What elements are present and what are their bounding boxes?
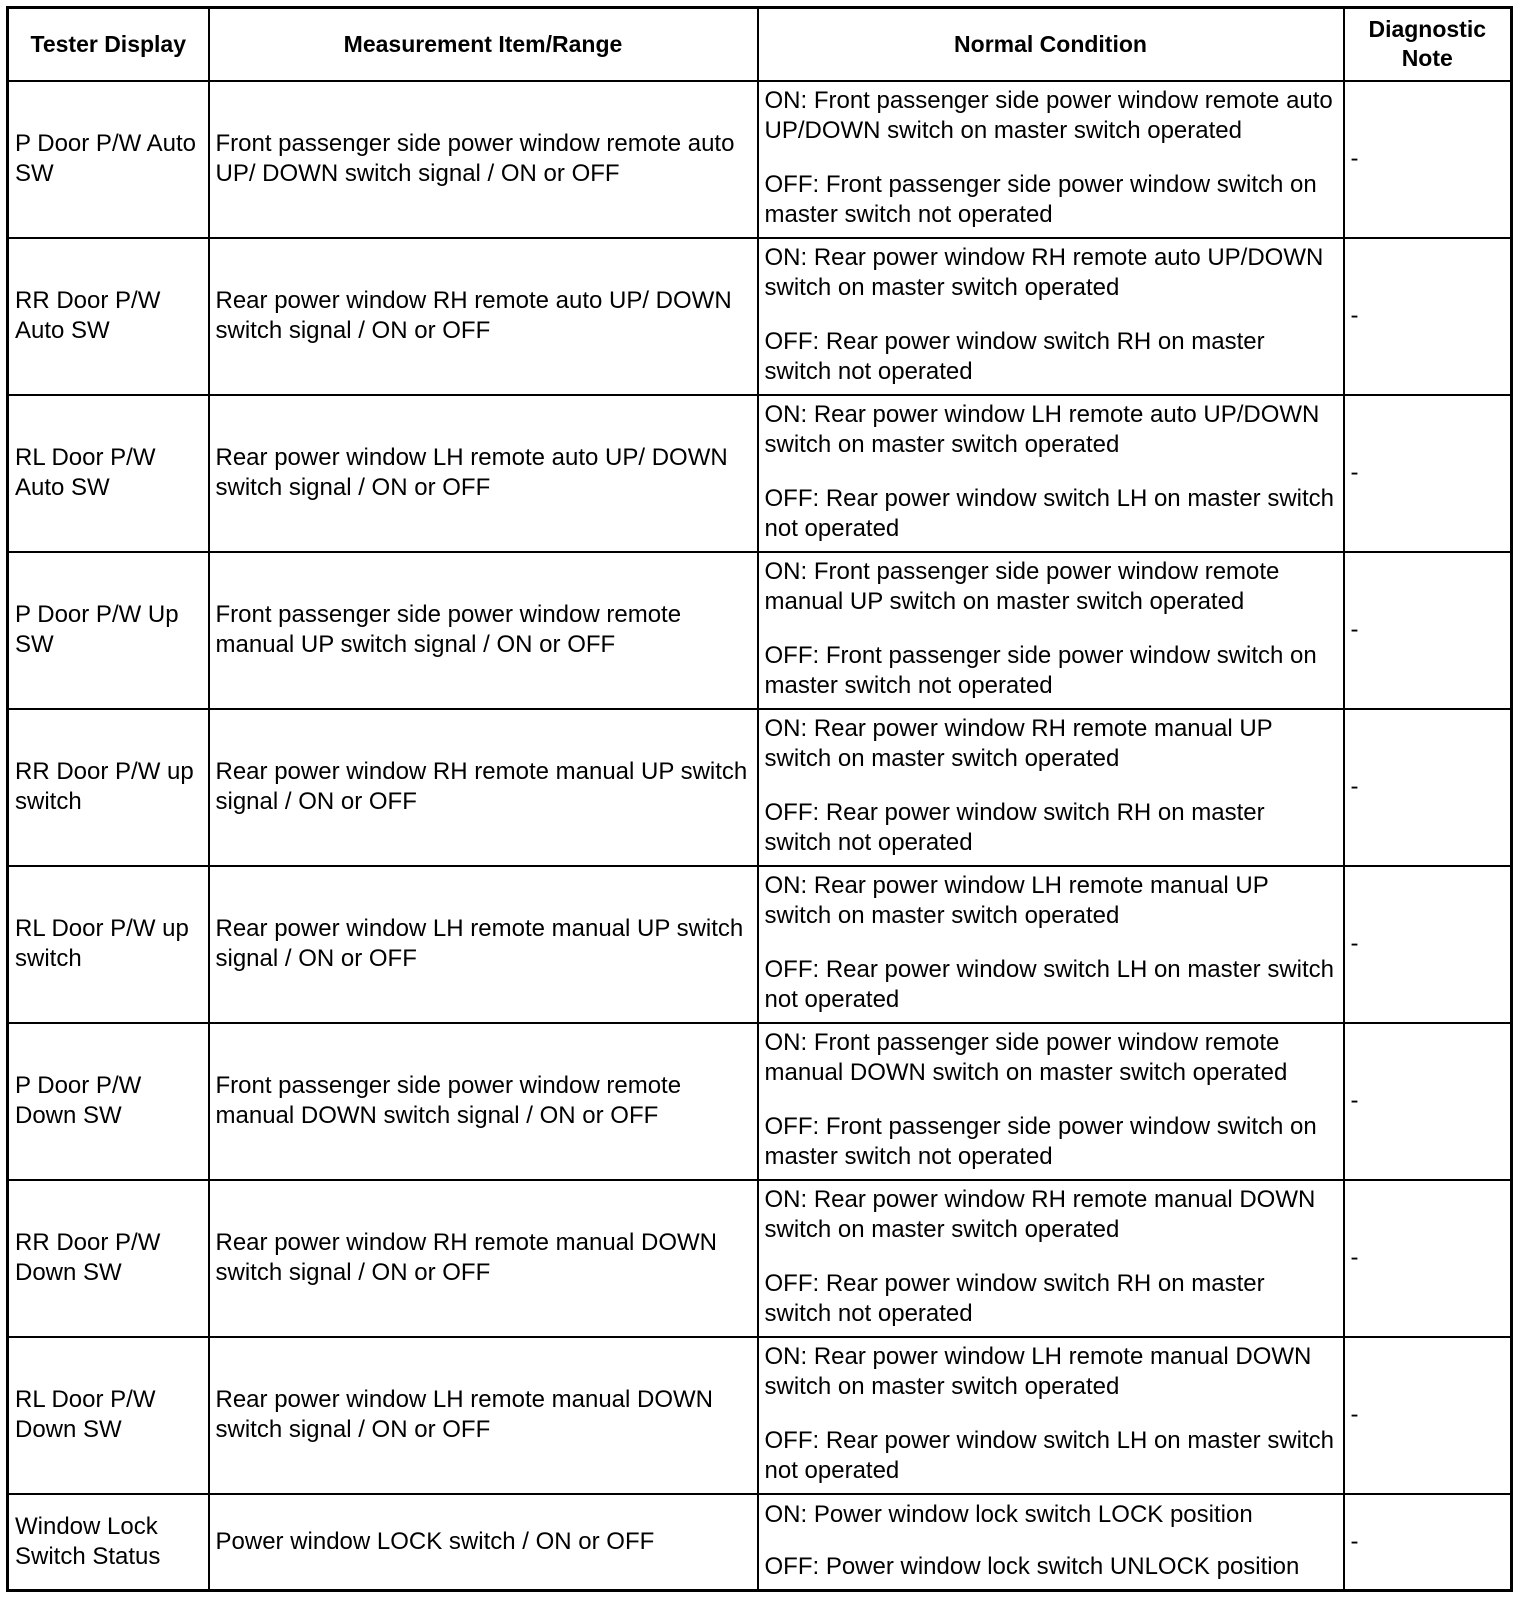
table-row	[8, 1180, 1512, 1337]
cell-normal-condition	[758, 552, 1344, 709]
cell-tester-display: RR Door P/W Down SW	[8, 1180, 209, 1337]
condition-on: ON: Front passenger side power window remote manual DOWN switch on master switch operated	[764, 1029, 1288, 1086]
cell-tester-display: RR Door P/W Auto SW	[8, 238, 209, 395]
table-header	[8, 8, 1512, 81]
cell-tester-display: P Door P/W Auto SW	[8, 81, 209, 238]
cell-measurement: Rear power window LH remote auto UP/ DOWN switch signal / ON or OFF	[209, 395, 758, 552]
condition-off: OFF: Rear power window switch LH on master switch not operated	[764, 485, 1335, 542]
condition-off: OFF: Front passenger side power window switch on master switch not operated	[764, 1113, 1317, 1170]
cell-measurement: Front passenger side power window remote manual UP switch signal / ON or OFF	[209, 552, 758, 709]
cell-normal-condition	[758, 238, 1344, 395]
cell-normal-condition	[758, 1180, 1344, 1337]
condition-on: ON: Rear power window RH remote auto UP/DOWN switch on master switch operated	[764, 244, 1324, 301]
condition-off: OFF: Rear power window switch LH on master switch not operated	[764, 956, 1335, 1013]
cell-measurement: Rear power window RH remote auto UP/ DOWN switch signal / ON or OFF	[209, 238, 758, 395]
condition-off: OFF: Rear power window switch LH on master switch not operated	[764, 1427, 1335, 1484]
condition-on: ON: Front passenger side power window remote auto UP/DOWN switch on master switch operated	[764, 87, 1333, 144]
cell-measurement: Rear power window RH remote manual DOWN switch signal / ON or OFF	[209, 1180, 758, 1337]
header-row	[8, 8, 1512, 81]
cell-diagnostic-note: -	[1344, 1494, 1512, 1591]
cell-measurement: Rear power window RH remote manual UP switch signal / ON or OFF	[209, 709, 758, 866]
cell-diagnostic-note: -	[1344, 866, 1512, 1023]
header-measurement: Measurement Item/Range	[209, 8, 758, 81]
condition-on: ON: Rear power window RH remote manual DOWN switch on master switch operated	[764, 1186, 1316, 1243]
header-tester-display: Tester Display	[8, 8, 209, 81]
cell-normal-condition	[758, 395, 1344, 552]
cell-diagnostic-note: -	[1344, 1023, 1512, 1180]
condition-off: OFF: Front passenger side power window switch on master switch not operated	[764, 171, 1317, 228]
cell-measurement: Front passenger side power window remote auto UP/ DOWN switch signal / ON or OFF	[209, 81, 758, 238]
table-row	[8, 395, 1512, 552]
cell-normal-condition	[758, 1337, 1344, 1494]
header-diagnostic-note: Diagnostic Note	[1344, 8, 1512, 81]
cell-tester-display: RL Door P/W Auto SW	[8, 395, 209, 552]
condition-on: ON: Rear power window LH remote manual DOWN switch on master switch operated	[764, 1343, 1312, 1400]
table-row	[8, 866, 1512, 1023]
cell-diagnostic-note: -	[1344, 238, 1512, 395]
cell-tester-display: P Door P/W Up SW	[8, 552, 209, 709]
condition-on: ON: Rear power window LH remote manual UP switch on master switch operated	[764, 872, 1269, 929]
condition-on: ON: Rear power window LH remote auto UP/DOWN switch on master switch operated	[764, 401, 1320, 458]
condition-off: OFF: Power window lock switch UNLOCK position	[764, 1552, 1300, 1580]
cell-diagnostic-note: -	[1344, 552, 1512, 709]
table-row	[8, 552, 1512, 709]
cell-normal-condition	[758, 709, 1344, 866]
table-row	[8, 238, 1512, 395]
data-table	[6, 6, 1513, 1592]
cell-measurement: Front passenger side power window remote manual DOWN switch signal / ON or OFF	[209, 1023, 758, 1180]
table-body	[8, 81, 1512, 1591]
data-table-container	[6, 6, 1510, 1594]
condition-off: OFF: Front passenger side power window switch on master switch not operated	[764, 642, 1317, 699]
cell-tester-display: RL Door P/W up switch	[8, 866, 209, 1023]
cell-measurement: Power window LOCK switch / ON or OFF	[209, 1494, 758, 1591]
condition-on: ON: Front passenger side power window remote manual UP switch on master switch operated	[764, 558, 1280, 615]
cell-normal-condition	[758, 1494, 1344, 1591]
condition-off: OFF: Rear power window switch RH on master switch not operated	[764, 1270, 1265, 1327]
cell-diagnostic-note: -	[1344, 1180, 1512, 1337]
cell-diagnostic-note: -	[1344, 709, 1512, 866]
header-normal-condition: Normal Condition	[758, 8, 1344, 81]
condition-on: ON: Power window lock switch LOCK position	[764, 1500, 1253, 1528]
table-row	[8, 81, 1512, 238]
cell-tester-display: RR Door P/W up switch	[8, 709, 209, 866]
cell-diagnostic-note: -	[1344, 1337, 1512, 1494]
table-row	[8, 1494, 1512, 1591]
cell-tester-display: Window Lock Switch Status	[8, 1494, 209, 1591]
cell-diagnostic-note: -	[1344, 395, 1512, 552]
cell-tester-display: RL Door P/W Down SW	[8, 1337, 209, 1494]
cell-normal-condition	[758, 1023, 1344, 1180]
table-row	[8, 1023, 1512, 1180]
table-row	[8, 1337, 1512, 1494]
cell-measurement: Rear power window LH remote manual UP switch signal / ON or OFF	[209, 866, 758, 1023]
table-row	[8, 709, 1512, 866]
cell-diagnostic-note: -	[1344, 81, 1512, 238]
condition-off: OFF: Rear power window switch RH on master switch not operated	[764, 328, 1265, 385]
cell-normal-condition	[758, 81, 1344, 238]
cell-measurement: Rear power window LH remote manual DOWN switch signal / ON or OFF	[209, 1337, 758, 1494]
condition-off: OFF: Rear power window switch RH on master switch not operated	[764, 799, 1265, 856]
cell-normal-condition	[758, 866, 1344, 1023]
cell-tester-display: P Door P/W Down SW	[8, 1023, 209, 1180]
condition-on: ON: Rear power window RH remote manual UP switch on master switch operated	[764, 715, 1273, 772]
